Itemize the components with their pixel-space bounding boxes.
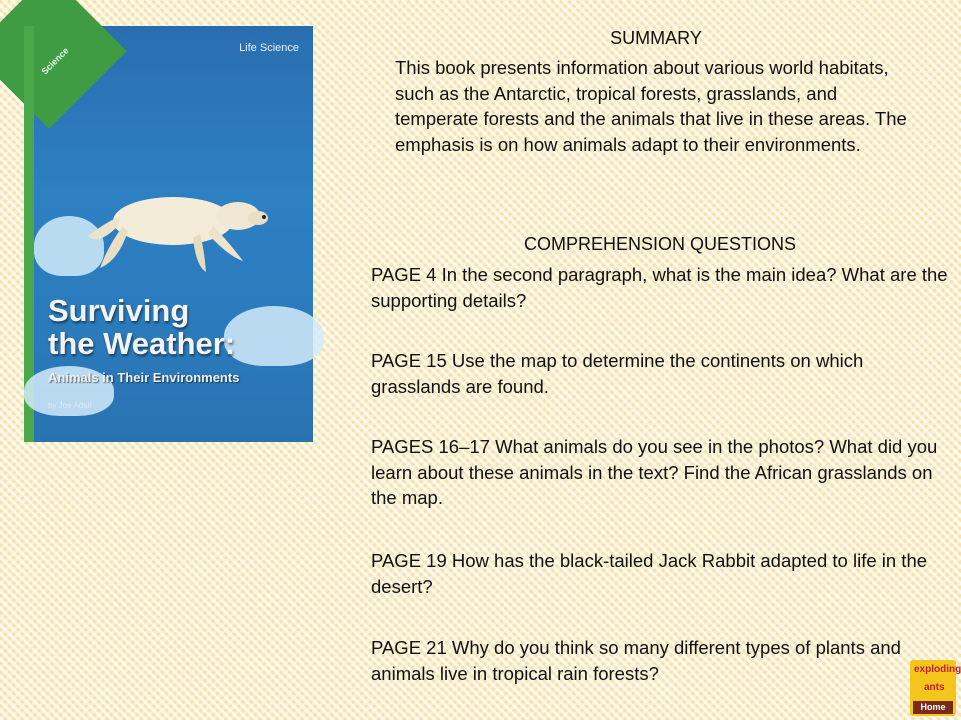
question-item	[371, 548, 951, 599]
question-page: PAGE 15	[371, 350, 447, 371]
summary-text: This book presents information about various world habitats, such as the Antarctic, tropical forests, grasslands, and temperate forests and the animals that live in these areas. The emphasis is on how animals adapt to their environments.	[395, 57, 907, 155]
cover-subtitle: Animals in Their Environments	[48, 370, 240, 385]
book-cover	[24, 26, 313, 442]
cover-title-line2: the Weather:	[48, 326, 236, 362]
logo-text-line2: ants	[924, 682, 945, 693]
cover-series-label: Life Science	[239, 42, 299, 54]
cover-corner-band	[0, 0, 127, 129]
cover-title-line1: Surviving	[48, 293, 190, 328]
cover-title	[48, 294, 235, 361]
question-item	[371, 635, 951, 686]
question-text: In the second paragraph, what is the main idea? What are the supporting details?	[371, 264, 948, 311]
question-text: Use the map to determine the continents on which grasslands are found.	[371, 350, 864, 397]
cover-corner-label: Science	[39, 45, 71, 77]
question-page: PAGE 21	[371, 637, 447, 658]
question-item	[371, 348, 951, 399]
question-page: PAGES 16–17	[371, 436, 490, 457]
question-text: Why do you think so many different types of plants and animals live in tropical rain forests?	[371, 637, 901, 684]
question-page: PAGE 19	[371, 550, 447, 571]
question-page: PAGE 4	[371, 264, 437, 285]
home-logo-button[interactable]	[910, 660, 961, 716]
question-item	[371, 434, 951, 511]
ice-floe	[224, 306, 324, 366]
home-label[interactable]: Home	[913, 701, 953, 714]
polar-bear-image	[78, 176, 278, 276]
question-text: What animals do you see in the photos? What did you learn about these animals in the text? Find the African grasslands on the map.	[371, 436, 938, 508]
cover-author: by Joe Adair	[48, 401, 93, 410]
questions-heading: COMPREHENSION QUESTIONS	[523, 234, 797, 254]
logo-text-line1: exploding	[914, 664, 961, 675]
question-text: How has the black-tailed Jack Rabbit adapted to life in the desert?	[371, 550, 928, 597]
summary-heading: SUMMARY	[610, 28, 702, 48]
question-item	[371, 262, 951, 313]
